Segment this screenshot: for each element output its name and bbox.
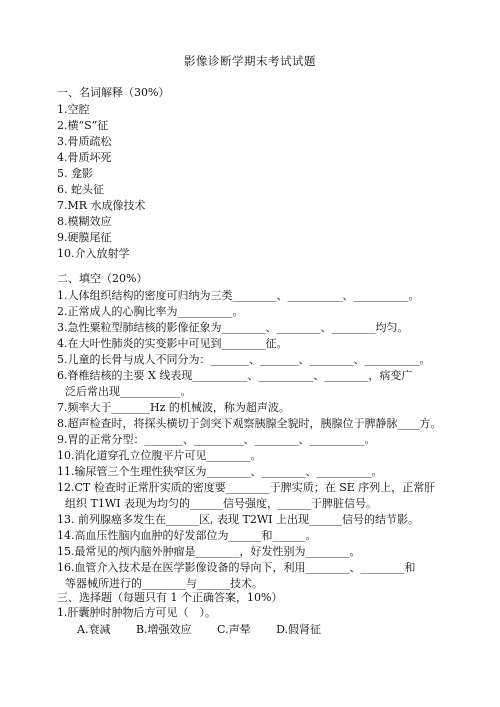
term-item: 8.模糊效应 <box>57 215 112 228</box>
term-item: 5. 龛影 <box>57 167 93 180</box>
fill-item: 2.正常成人的心胸比率为__________。 <box>57 305 244 318</box>
option-d: D.假肾征 <box>276 623 322 636</box>
term-item: 3.骨质疏松 <box>57 135 112 148</box>
term-item: 7.MR 水成像技术 <box>57 199 146 212</box>
fill-item: 6.脊椎结核的主要 X 线表现__________、__________、________，病变广 <box>57 369 413 382</box>
fill-item-continued: 泛后常出现___________。 <box>65 385 192 398</box>
option-a: A.衰减 <box>77 623 111 636</box>
fill-item: 8.超声检查时，将探头横切于剑突下观察胰腺全貌时，胰腺位于脾静脉____方。 <box>57 417 442 430</box>
term-item: 2.横“S”征 <box>57 119 109 132</box>
fill-item: 9.胃的正常分型：_______、_________、________、__________。 <box>57 433 376 446</box>
choice-question: 1.肝囊肿时肿物后方可见（ ）。 <box>57 606 216 619</box>
fill-item-continued: 等器械所进行的________与______技术。 <box>65 577 263 590</box>
fill-item: 12.CT 检查时正常肝实质的密度要________于脾实质；在 SE 序列上，正常肝 <box>57 481 436 494</box>
term-item: 10.介入放射学 <box>57 247 130 260</box>
fill-item: 16.血管介入技术是在医学影像设备的导向下，利用________、________和 <box>57 561 416 574</box>
fill-item: 10.消化道穿孔立位腹平片可见________。 <box>57 449 262 462</box>
option-b: B.增强效应 <box>135 623 192 636</box>
section2-heading: 二、填空（20%） <box>57 272 148 285</box>
fill-item: 7.频率大于_______Hz 的机械波，称为超声波。 <box>57 401 290 414</box>
fill-item-continued: 组织 T1WI 表现为均匀的______信号强度，______于脾脏信号。 <box>65 497 377 510</box>
fill-item: 4.在大叶性肺炎的实变影中可见到________征。 <box>57 337 288 350</box>
term-item: 6. 蛇头征 <box>57 183 104 196</box>
section3-heading: 三、选择题（每题只有 1 个正确答案，10%） <box>57 591 283 604</box>
choice-options <box>77 621 343 637</box>
section1-heading: 一、名词解释（30%） <box>57 86 170 99</box>
fill-item: 3.急性粟粒型肺结核的影像征象为________、________、________均匀。 <box>57 321 409 334</box>
fill-item: 11.输尿管三个生理性狭窄区为________、________、__________。 <box>57 465 383 478</box>
fill-item: 1.人体组织结构的密度可归纳为三类________、__________、__________。 <box>57 289 420 302</box>
term-item: 9.硬膜尾征 <box>57 231 112 244</box>
exam-title: 影像诊断学期末考试试题 <box>184 54 316 68</box>
fill-item: 14.高血压性脑内血肿的好发部位为______和______。 <box>57 529 317 542</box>
fill-item: 15.最常见的颅内脑外肿瘤是________，好发性别为________。 <box>57 545 361 558</box>
fill-item: 5.儿童的长骨与成人不同分为：_______、_______、________、__________。 <box>57 353 431 366</box>
term-item: 4.骨质坏死 <box>57 151 112 164</box>
option-c: C.声晕 <box>217 623 251 636</box>
term-item: 1.空腔 <box>57 103 90 116</box>
fill-item: 13. 前列腺癌多发生在______区, 表现 T2WI 上出现______信号的结节影。 <box>57 513 419 526</box>
